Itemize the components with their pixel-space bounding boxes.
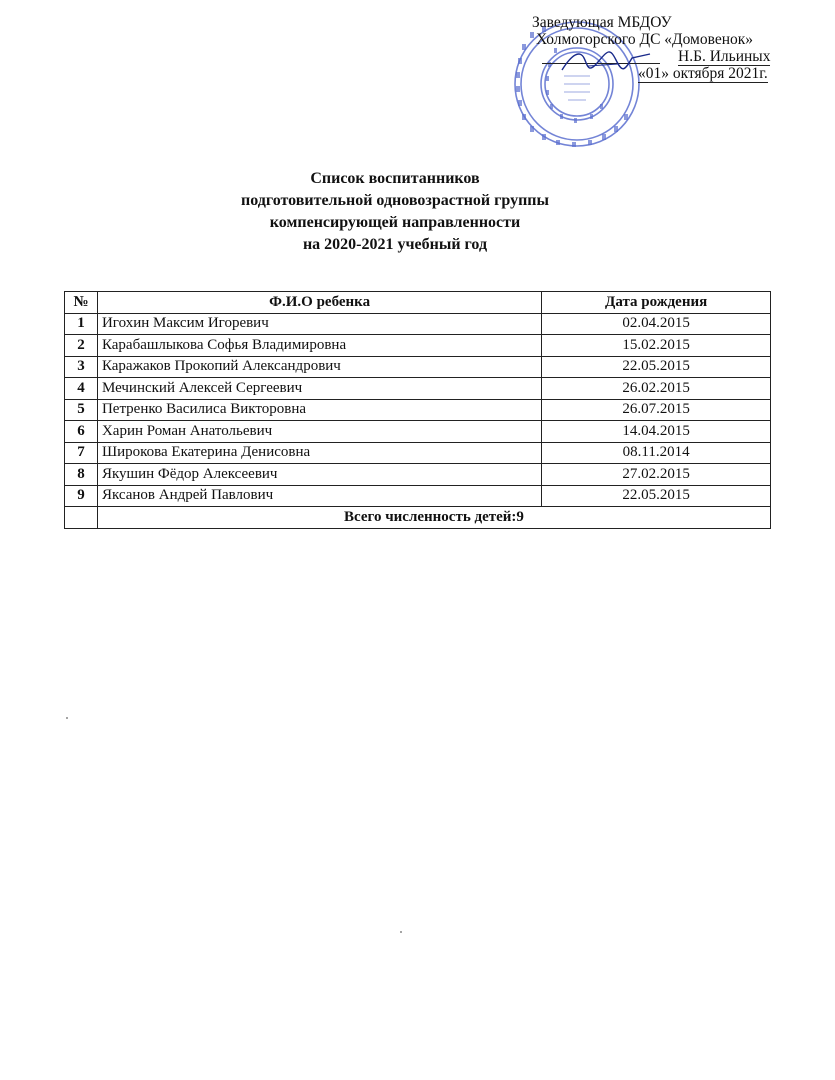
table-row (65, 442, 771, 464)
birth-date: 22.05.2015 (542, 356, 771, 378)
table-row (65, 313, 771, 335)
signatory-name: Н.Б. Ильиных (678, 48, 771, 65)
birth-date: 27.02.2015 (542, 464, 771, 486)
child-name: Широкова Екатерина Денисовна (97, 442, 541, 464)
row-number: 6 (65, 421, 98, 443)
table-row (65, 421, 771, 443)
child-name: Якушин Фёдор Алексеевич (97, 464, 541, 486)
table-row (65, 464, 771, 486)
child-name: Петренко Василиса Викторовна (97, 399, 541, 421)
title-line-2: подготовительной одновозрастной группы (240, 192, 550, 209)
table-row (65, 335, 771, 357)
title-line-3: компенсирующей направленности (269, 214, 521, 231)
table-row (65, 399, 771, 421)
header-name: Ф.И.О ребенка (97, 292, 541, 314)
birth-date: 02.04.2015 (542, 313, 771, 335)
row-number: 9 (65, 485, 98, 507)
birth-date: 26.02.2015 (542, 378, 771, 400)
approval-organization: Холмогорского ДС «Домовенок» (536, 31, 754, 48)
row-number: 8 (65, 464, 98, 486)
child-name: Карабашлыкова Софья Владимировна (97, 335, 541, 357)
scan-speck (66, 717, 68, 719)
table-row (65, 378, 771, 400)
approval-date-text: «01» октября 2021г. (638, 65, 768, 82)
table-total-row (65, 507, 771, 529)
child-name: Харин Роман Анатольевич (97, 421, 541, 443)
child-name: Мечинский Алексей Сергеевич (97, 378, 541, 400)
row-number: 5 (65, 399, 98, 421)
birth-date: 22.05.2015 (542, 485, 771, 507)
row-number: 3 (65, 356, 98, 378)
approval-block (498, 10, 828, 160)
row-number: 2 (65, 335, 98, 357)
approval-position: Заведующая МБДОУ (532, 14, 672, 31)
birth-date: 14.04.2015 (542, 421, 771, 443)
header-number: № (65, 292, 98, 314)
birth-date: 15.02.2015 (542, 335, 771, 357)
birth-date: 08.11.2014 (542, 442, 771, 464)
table-row (65, 356, 771, 378)
total-empty-cell (65, 507, 98, 529)
signature-mark (558, 44, 658, 78)
total-count: Всего численность детей:9 (97, 507, 770, 529)
child-name: Каражаков Прокопий Александрович (97, 356, 541, 378)
document-title (100, 168, 690, 256)
row-number: 4 (65, 378, 98, 400)
header-birthdate: Дата рождения (542, 292, 771, 314)
table-header-row (65, 292, 771, 314)
title-line-4: на 2020-2021 учебный год (302, 236, 488, 253)
row-number: 1 (65, 313, 98, 335)
row-number: 7 (65, 442, 98, 464)
table-row (65, 485, 771, 507)
child-name: Яксанов Андрей Павлович (97, 485, 541, 507)
birth-date: 26.07.2015 (542, 399, 771, 421)
scan-speck (400, 931, 402, 933)
child-name: Игохин Максим Игоревич (97, 313, 541, 335)
children-list-table (64, 291, 771, 529)
title-line-1: Список воспитанников (310, 170, 480, 187)
